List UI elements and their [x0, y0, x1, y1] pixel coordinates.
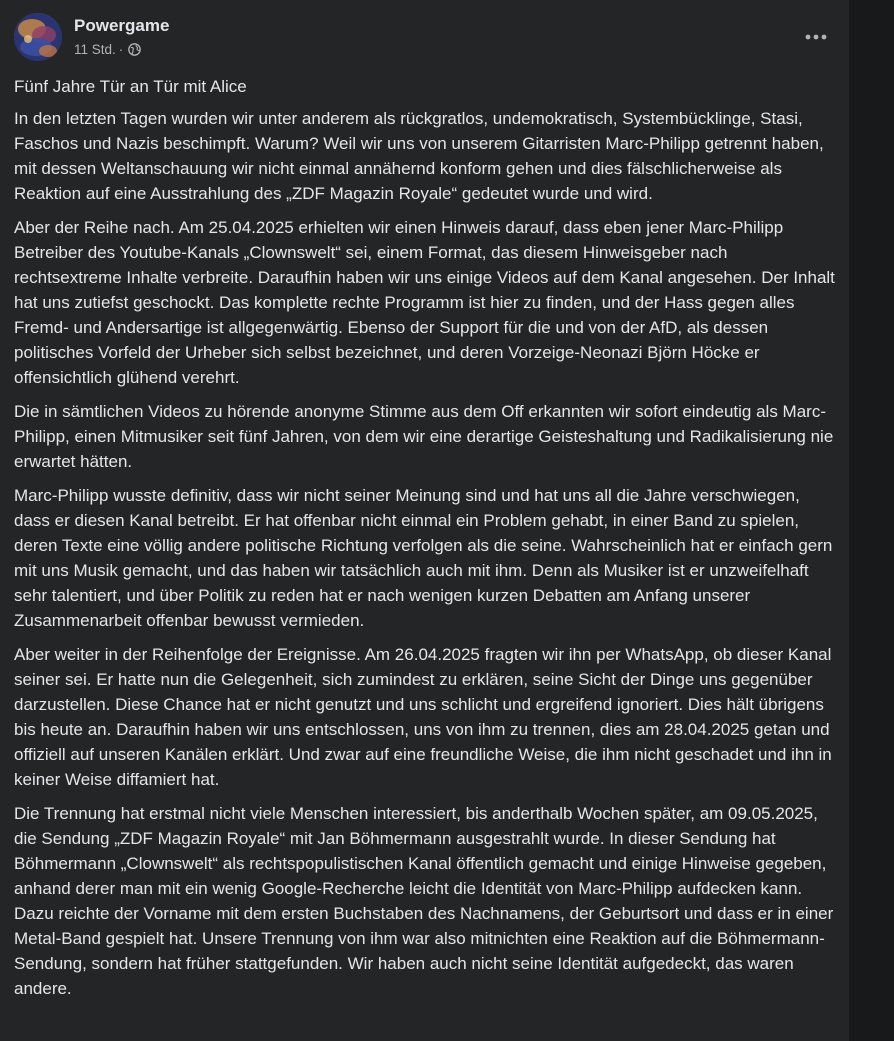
post-paragraph-1: In den letzten Tagen wurden wir unter anderem als rückgratlos, undemokratisch, Systembücklinge, Stasi, Faschos und Nazis beschimpft. Warum? Weil wir uns von unserem Gitarristen Marc-Philipp getrennt haben, mit dessen Weltanschauung wir nicht einmal annähernd konform gehen und dies fälschlicherweise als Reaktion auf eine Ausstrahlung des „ZDF Magazin Royale“ gedeutet wurde und wird.	[14, 109, 824, 203]
post-paragraph-6: Die Trennung hat erstmal nicht viele Menschen interessiert, bis anderthalb Wochen später, am 09.05.2025, die Sendung „ZDF Magazin Royale“ mit Jan Böhmermann ausgestrahlt wurde. In dieser Sendung hat Böhmermann „Clownswelt“ als rechtspopulistischen Kanal öffentlich gemacht und einige Hinweise gegeben, anhand derer man mit ein wenig Google-Recherche leicht die Identität von Marc-Philipp aufdecken kann. Dazu reichte der Vorname mit dem ersten Buchstaben des Nachnamens, der Geburtsort und dass er in einer Metal-Band gespielt hat. Unsere Trennung von ihm war also mitnichten eine Reaktion auf die Böhmermann-Sendung, sondern hat früher stattgefunden. Wir haben auch nicht seine Identität aufgedeckt, das waren andere.	[14, 804, 834, 998]
avatar-image	[14, 13, 62, 61]
globe-icon	[128, 43, 141, 56]
post-header	[14, 13, 834, 63]
post-paragraph-5: Aber weiter in der Reihenfolge der Ereignisse. Am 26.04.2025 fragten wir ihn per WhatsApp, ob dieser Kanal seiner sei. Er hatte nun die Gelegenheit, sich zumindest zu erklären, seine Sicht der Dinge uns gegenüber darzustellen. Diese Chance hat er nicht genutzt und uns schlicht und ergreifend ignoriert. Dies hält übrigens bis heute an. Daraufhin haben wir uns entschlossen, uns von ihm zu trennen, dies am 28.04.2025 getan und offiziell auf unseren Kanälen erklärt. Und zwar auf eine freundliche Weise, die ihm nicht geschadet und ihn in keiner Weise diffamiert hat.	[14, 645, 832, 789]
post-paragraph-2: Aber der Reihe nach. Am 25.04.2025 erhielten wir einen Hinweis darauf, dass eben jener Marc-Philipp Betreiber des Youtube-Kanals „Clownswelt“ sei, einem Format, das diesem Hinweisgeber nach rechtsextreme Inhalte verbreite. Daraufhin haben wir uns einige Videos auf dem Kanal angesehen. Der Inhalt hat uns zutiefst geschockt. Das komplette rechte Programm ist hier zu finden, und der Hass gegen alles Fremd- und Andersartige ist allgegenwärtig. Ebenso der Support für die und von der AfD, als dessen politisches Vorfeld der Urheber sich selbst bezeichnet, und deren Vorzeige-Neonazi Björn Höcke er offensichtlich glühend verehrt.	[14, 218, 835, 387]
author-name[interactable]: Powergame	[74, 16, 170, 35]
avatar[interactable]	[14, 13, 62, 61]
post-paragraph-3: Die in sämtlichen Videos zu hörende anonyme Stimme aus dem Off erkannten wir sofort eindeutig als Marc-Philipp, einen Mitmusiker seit fünf Jahren, von dem wir eine derartige Geisteshaltung und Radikalisierung nie erwartet hätten.	[14, 402, 834, 471]
post-meta	[74, 42, 141, 57]
post-timestamp[interactable]: 11 Std.	[74, 42, 116, 57]
meta-separator: ·	[118, 42, 124, 57]
post-title: Fünf Jahre Tür an Tür mit Alice	[14, 77, 247, 96]
more-options-button[interactable]	[798, 19, 834, 55]
post-text	[14, 74, 836, 1010]
post-paragraph-4: Marc-Philipp wusste definitiv, dass wir nicht seiner Meinung sind und hat uns all die Jahre verschwiegen, dass er diesen Kanal betreibt. Er hat offenbar nicht einmal ein Problem gehabt, in einer Band zu spielen, deren Texte eine völlig andere politische Richtung verfolgen als die seine. Wahrscheinlich hat er einfach gern mit uns Musik gemacht, und das haben wir tatsächlich auch mit ihm. Denn als Musiker ist er unzweifelhaft sehr talentiert, und über Politik zu reden hat er nach wenigen kurzen Debatten am Anfang unserer Zusammenarbeit offenbar bewusst vermieden.	[14, 486, 833, 630]
more-horizontal-icon	[805, 34, 827, 40]
